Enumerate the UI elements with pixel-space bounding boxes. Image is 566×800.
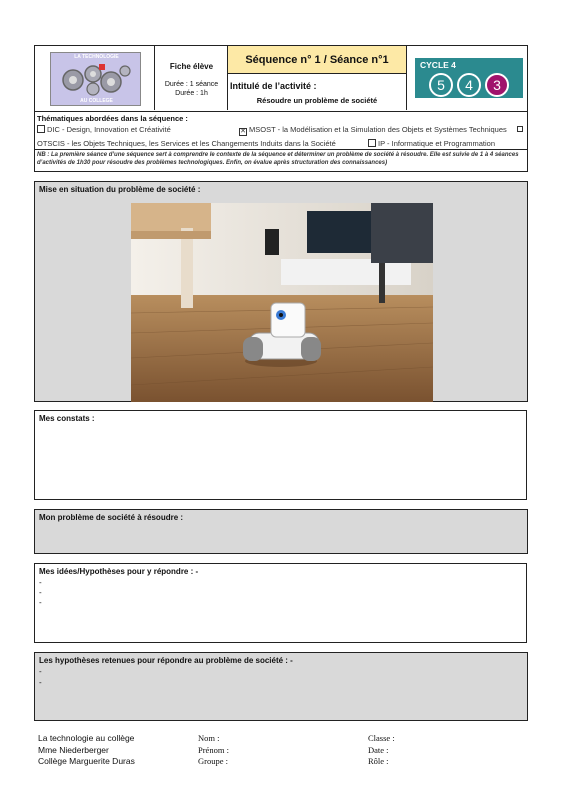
nom-field[interactable]: Nom : xyxy=(198,733,220,743)
retenues-label: Les hypothèses retenues pour répondre au problème de société : - xyxy=(39,656,293,665)
prenom-field[interactable]: Prénom : xyxy=(198,744,229,755)
idees-line: - xyxy=(39,598,42,607)
duration-line-1: Durée : 1 séance xyxy=(164,81,219,88)
themes-note: NB : La première séance d’une séquence sert à comprendre le contexte de la séquence et déterminer un problème de société à résoudre. Elle est suivie de 1 à 4 séances d’activités de 1h30 pour résoudre des problèmes technologiques. Enfin, on évalue après structuration des connaissances) xyxy=(37,152,519,166)
footer-teacher: Mme Niederberger xyxy=(38,744,109,755)
checked-checkbox[interactable]: ✕ xyxy=(240,128,246,135)
checkbox[interactable] xyxy=(37,125,45,133)
logo-bottom-text: AU COLLEGE xyxy=(80,98,113,104)
classe-field[interactable]: Classe : xyxy=(368,733,395,743)
idees-label: Mes idées/Hypothèses pour y répondre : - xyxy=(39,567,199,576)
themes-block xyxy=(34,112,528,172)
situation-label: Mise en situation du problème de société : xyxy=(39,185,201,194)
cycle-cell xyxy=(407,46,527,110)
checkbox[interactable] xyxy=(517,126,523,132)
theme-item-msost[interactable]: ✕ MSOST - la Modélisation et la Simulation des Objets et Systèmes Techniques xyxy=(240,125,507,135)
divider xyxy=(35,149,527,150)
duration-line-2: Durée : 1h xyxy=(175,90,208,97)
activity-label: Intitulé de l’activité : xyxy=(230,81,317,91)
idees-line: - xyxy=(39,578,42,587)
retenues-section[interactable] xyxy=(34,652,528,721)
theme-item-dic[interactable]: DIC - Design, Innovation et Créativité xyxy=(37,125,171,134)
date-field[interactable]: Date : xyxy=(368,744,389,755)
constats-label: Mes constats : xyxy=(39,414,95,423)
logo-top-text: LA TECHNOLOGIE xyxy=(74,54,119,60)
idees-section[interactable] xyxy=(34,563,527,643)
level-5-badge: 5 xyxy=(429,73,453,97)
robot-photo xyxy=(131,203,433,402)
logo-cell xyxy=(35,46,155,110)
probleme-label: Mon problème de société à résoudre : xyxy=(39,513,184,522)
footer-course: La technologie au collège xyxy=(38,733,135,743)
checkbox[interactable] xyxy=(368,139,376,147)
idees-line: - xyxy=(39,588,42,597)
level-3-badge: 3 xyxy=(485,73,509,97)
footer-school: Collège Marguerite Duras xyxy=(38,756,135,766)
cycle-badge xyxy=(415,58,523,98)
retenues-line: - xyxy=(39,667,42,676)
probleme-section[interactable] xyxy=(34,509,528,554)
situation-section xyxy=(34,181,528,402)
fiche-cell xyxy=(155,46,228,110)
sequence-title: Séquence n° 1 / Séance n°1 xyxy=(228,46,406,74)
sequence-cell xyxy=(228,46,407,110)
theme-item-otscis: OTSCIS - les Objets Techniques, les Services et les Changements Induits dans la Société xyxy=(37,139,336,148)
fiche-title: Fiche élève xyxy=(169,62,214,71)
level-4-badge: 4 xyxy=(457,73,481,97)
header-table xyxy=(34,45,528,112)
logo xyxy=(50,52,141,106)
constats-section[interactable] xyxy=(34,410,527,500)
footer-middle xyxy=(198,733,318,768)
retenues-line: - xyxy=(39,678,42,687)
role-field[interactable]: Rôle : xyxy=(368,756,389,766)
footer-left xyxy=(38,733,198,768)
cycle-label: CYCLE 4 xyxy=(420,60,456,70)
footer-right xyxy=(368,733,488,768)
gears-icon xyxy=(59,62,134,97)
groupe-field[interactable]: Groupe : xyxy=(198,756,228,766)
themes-title: Thématiques abordées dans la séquence : xyxy=(37,114,188,123)
activity-name: Résoudre un problème de société xyxy=(256,96,378,105)
theme-item-ip[interactable]: IP - Informatique et Programmation xyxy=(368,139,495,148)
